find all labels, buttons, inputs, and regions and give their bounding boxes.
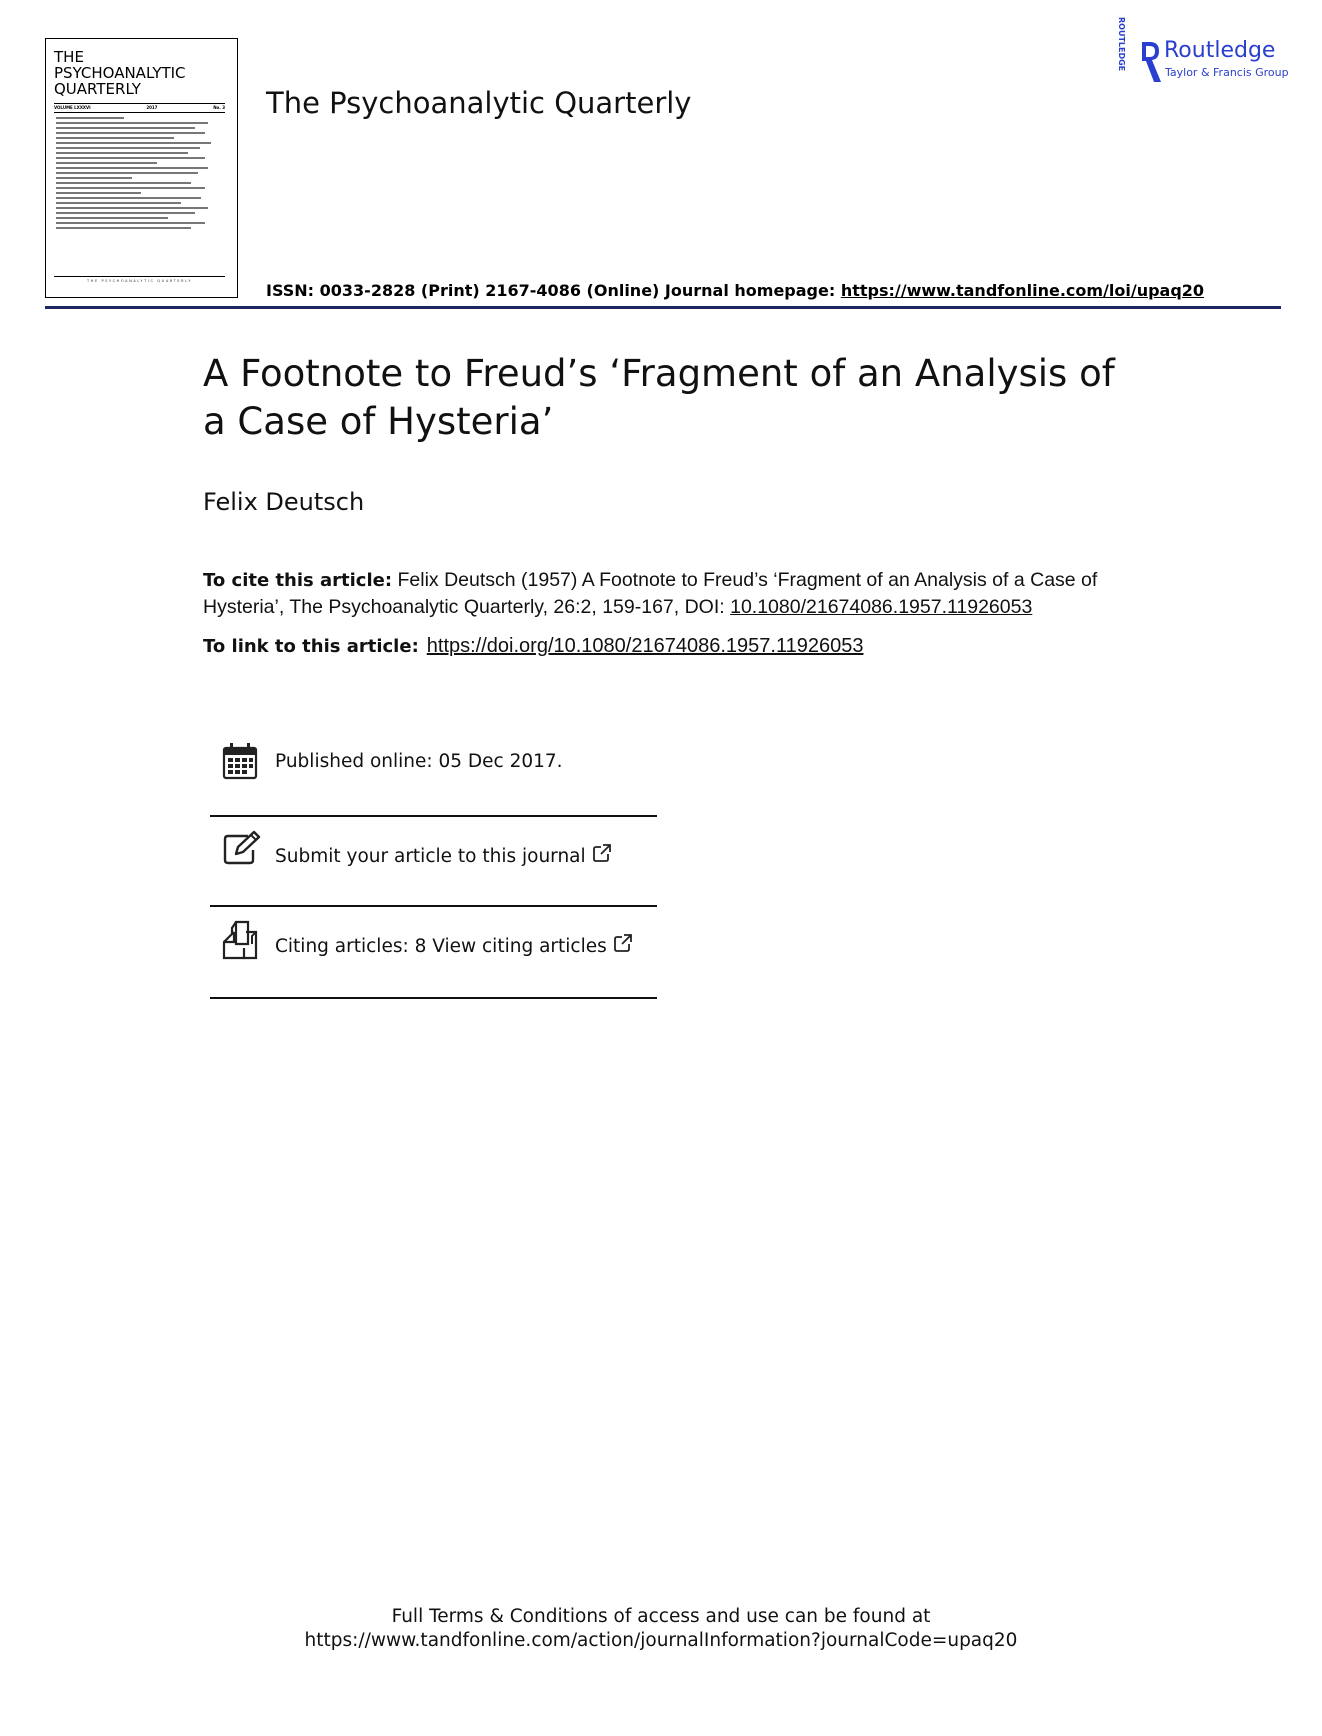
article-link-block [203,635,863,658]
citation-text: Felix Deutsch (1957) A Footnote to Freud’s ‘Fragment of an Analysis of a Case of Hysteria’, The Psychoanalytic Quarterly, 26:2, 159-167, DOI: [203,569,1098,618]
info-divider [210,815,657,817]
edit-icon [222,830,262,866]
journal-name: The Psychoanalytic Quarterly [266,86,692,120]
submit-article-link[interactable]: Submit your article to this journal [275,843,612,867]
header-rule [45,306,1281,309]
cover-bottom-text: THE PSYCHOANALYTIC QUARTERLY [54,276,225,283]
article-author: Felix Deutsch [203,488,365,516]
publisher-subtitle: Taylor & Francis Group [1165,66,1289,79]
cover-rule [54,112,225,113]
info-divider [210,905,657,907]
citing-articles-icon [222,920,260,960]
issn-text: ISSN: 0033-2828 (Print) 2167-4086 (Online) Journal homepage: [266,281,841,300]
submit-article-row[interactable] [210,830,657,874]
citation-label: To cite this article: [203,570,393,591]
view-citing-articles-link[interactable]: Citing articles: 8 View citing articles [275,933,633,957]
citing-articles-row[interactable] [210,920,657,966]
citation-block [203,567,1148,620]
terms-text: Full Terms & Conditions of access and use can be found at [391,1606,931,1627]
cover-title: THE PSYCHOANALYTIC QUARTERLY [54,48,186,98]
cover-contents [56,117,225,232]
published-online-text: Published online: 05 Dec 2017. [275,751,563,772]
cover-meta: VOLUME LXXXVI 2017 No. 3 [54,105,225,110]
journal-homepage-link[interactable]: https://www.tandfonline.com/loi/upaq20 [840,281,1205,300]
external-link-icon [592,843,612,863]
doi-link[interactable]: 10.1080/21674086.1957.11926053 [730,596,1033,618]
published-online-row [210,742,657,782]
routledge-logo-icon [1117,17,1162,84]
article-link-label: To link to this article: [203,636,419,657]
cover-rule [54,103,225,104]
terms-footer [0,1605,1322,1653]
external-link-icon [613,933,633,953]
calendar-icon [222,742,258,780]
publisher-name: Routledge [1164,38,1276,63]
info-divider [210,997,657,999]
article-title: A Footnote to Freud’s ‘Fragment of an Analysis of a Case of Hysteria’ [203,352,1115,443]
svg-text:ROUTLEDGE: ROUTLEDGE [1117,17,1126,72]
journal-cover-thumbnail [45,38,238,298]
article-doi-url-link[interactable]: https://doi.org/10.1080/21674086.1957.11926053 [426,635,864,657]
terms-url-link[interactable]: https://www.tandfonline.com/action/journalInformation?journalCode=upaq20 [304,1630,1018,1651]
issn-line [266,281,1204,300]
publisher-logo [1117,17,1289,84]
